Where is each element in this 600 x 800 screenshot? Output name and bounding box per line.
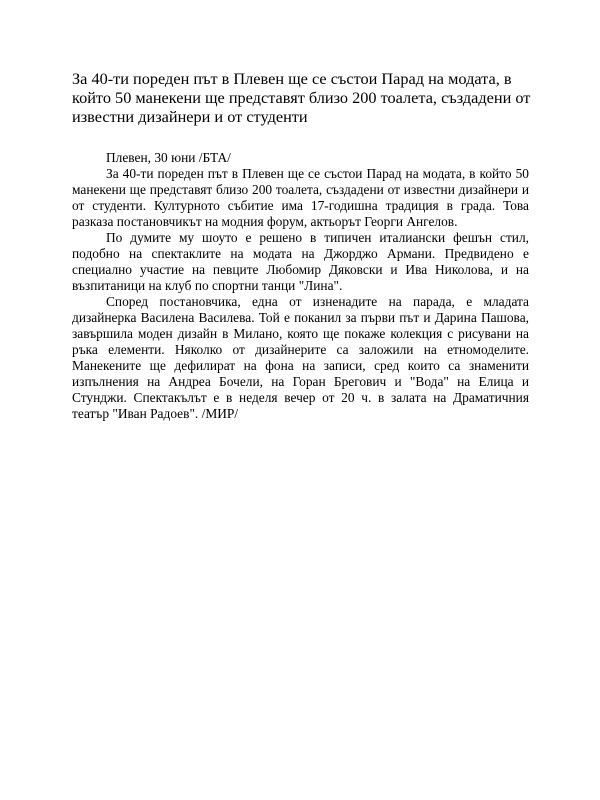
- article-dateline: Плевен, 30 юни /БТА/: [106, 150, 231, 165]
- article-paragraph: За 40-ти пореден път в Плевен ще се състои Парад на модата, в който 50 манекени ще представят близо 200 тоалета, създадени от известни дизайнери и от студенти. Културното събитие има 17-годишна традиция в града. Това разказа постановчикът на модния форум, актьорът Георги Ангелов.: [72, 166, 529, 229]
- article-paragraph: Според постановчика, една от изненадите на парада, е младата дизайнерка Василена Василева. Той е поканил за първи път и Дарина Пашова, завършила моден дизайн в Милано, която ще покаже колекция с рисувани на ръка елементи. Няколко от дизайнерите са заложили на етномоделите. Манекените ще дефилират на фона на записи, сред които са знаменити изпълнения на Андреа Бочели, на Горан Брегович и "Вода" на Елица и Стунджи. Спектакълът е в неделя вечер от 20 ч. в залата на Драматичния театър "Иван Радоев". /МИР/: [72, 294, 529, 421]
- article-body: [72, 150, 529, 422]
- article-paragraph: По думите му шоуто е решено в типичен италиански фешън стил, подобно на спектаклите на модата на Джорджо Армани. Предвидено е специално участие на певците Любомир Дяковски и Ива Николова, и на възпитаници на клуб по спортни танци "Лина".: [72, 230, 529, 293]
- article-headline: За 40-ти пореден път в Плевен ще се състои Парад на модата, в който 50 манекени ще представят близо 200 тоалета, създадени от известни дизайнери и от студенти: [72, 69, 531, 126]
